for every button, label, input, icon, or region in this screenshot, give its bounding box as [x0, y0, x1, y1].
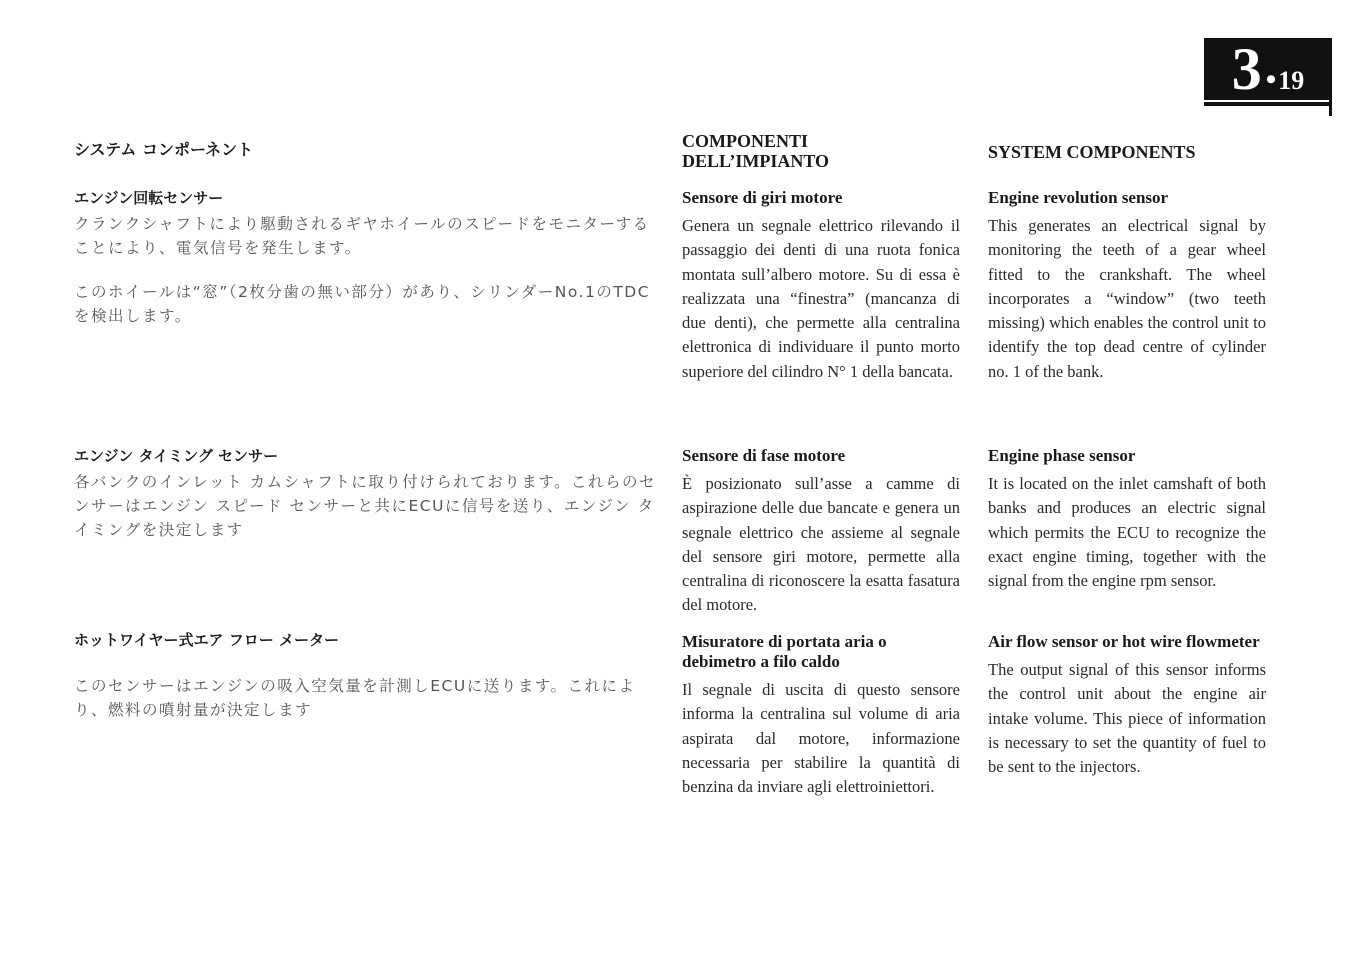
english-title: SYSTEM COMPONENTS — [988, 142, 1196, 162]
italian-section-airflow — [682, 632, 960, 799]
english-heading-phase: Engine phase sensor — [988, 446, 1136, 465]
italian-title — [682, 131, 829, 171]
japanese-section-airflow — [74, 630, 659, 722]
japanese-title: システム コンポーネント — [74, 140, 254, 159]
page-sub-number: 19 — [1278, 66, 1305, 95]
italian-heading-airflow: Misuratore di portata aria o debimetro a filo caldo — [682, 632, 887, 671]
chapter-number: 3 — [1231, 36, 1262, 102]
japanese-text-revolution-2: このホイールは“窓”（2枚分歯の無い部分）があり、シリンダーNo.1のTDCを検出します。 — [74, 283, 651, 325]
page-number-dot: • — [1265, 63, 1277, 96]
japanese-heading-timing: エンジン タイミング センサー — [74, 447, 279, 465]
japanese-section-revolution — [74, 188, 659, 328]
japanese-heading-revolution: エンジン回転センサー — [74, 189, 224, 207]
italian-section-revolution — [682, 188, 960, 384]
english-text-phase: It is located on the inlet camshaft of both banks and produces an electric signal which permits the ECU to recognize the exact engine timing, together with the signal from the engine rpm sensor. — [988, 474, 1266, 591]
italian-text-revolution: Genera un segnale elettrico rilevando il passaggio dei denti di una ruota fonica montata sull’albero motore. Su di essa è realizzata una “finestra” (mancanza di due denti), che permette alla centralina elettronica di individuare il punto morto superiore del cilindro N° 1 della bancata. — [682, 216, 960, 381]
italian-heading-revolution: Sensore di giri motore — [682, 188, 843, 207]
english-heading-airflow: Air flow sensor or hot wire flowmeter — [988, 632, 1260, 651]
english-text-revolution: This generates an electrical signal by monitoring the teeth of a gear wheel fitted to the crankshaft. The wheel incorporates a “window” (two teeth missing) which enables the control unit to identify the top dead centre of cylinder no. 1 of the bank. — [988, 216, 1266, 381]
japanese-text-airflow: このセンサーはエンジンの吸入空気量を計測しECUに送ります。これにより、燃料の噴射量が決定します — [74, 677, 636, 719]
english-section-airflow — [988, 632, 1266, 779]
english-section-revolution — [988, 188, 1266, 384]
italian-heading-phase: Sensore di fase motore — [682, 446, 846, 465]
italian-title-line-2: DELL’IMPIANTO — [682, 151, 830, 171]
italian-text-airflow: Il segnale di uscita di questo sensore informa la centralina sul volume di aria aspirata dal motore, informazione necessaria per stabilire la quantità di benzina da inviare agli elettroiniettori. — [682, 680, 960, 797]
page-number-badge — [1204, 38, 1332, 100]
english-heading-revolution: Engine revolution sensor — [988, 188, 1169, 207]
italian-title-line-1: COMPONENTI — [682, 131, 808, 151]
header-rule-tick — [1329, 100, 1332, 116]
header-rule — [1204, 102, 1332, 106]
english-section-phase — [988, 446, 1266, 593]
japanese-text-revolution-1: クランクシャフトにより駆動されるギヤホイールのスピードをモニターすることにより、電気信号を発生します。 — [74, 215, 650, 257]
japanese-section-timing — [74, 446, 659, 542]
english-text-airflow: The output signal of this sensor informs the control unit about the engine air intake volume. This piece of information is necessary to set the quantity of fuel to be sent to the injectors. — [988, 660, 1266, 777]
japanese-heading-airflow: ホットワイヤー式エア フロー メーター — [74, 631, 339, 649]
italian-section-phase — [682, 446, 960, 618]
japanese-text-timing: 各バンクのインレット カムシャフトに取り付けられております。これらのセンサーはエンジン スピード センサーと共にECUに信号を送り、エンジン タイミングを決定します — [74, 473, 657, 539]
italian-text-phase: È posizionato sull’asse a camme di aspirazione delle due bancate e genera un segnale elettrico che assieme al segnale del sensore giri motore, permette alla centralina di riconoscere la esatta fasatura del motore. — [682, 474, 960, 615]
